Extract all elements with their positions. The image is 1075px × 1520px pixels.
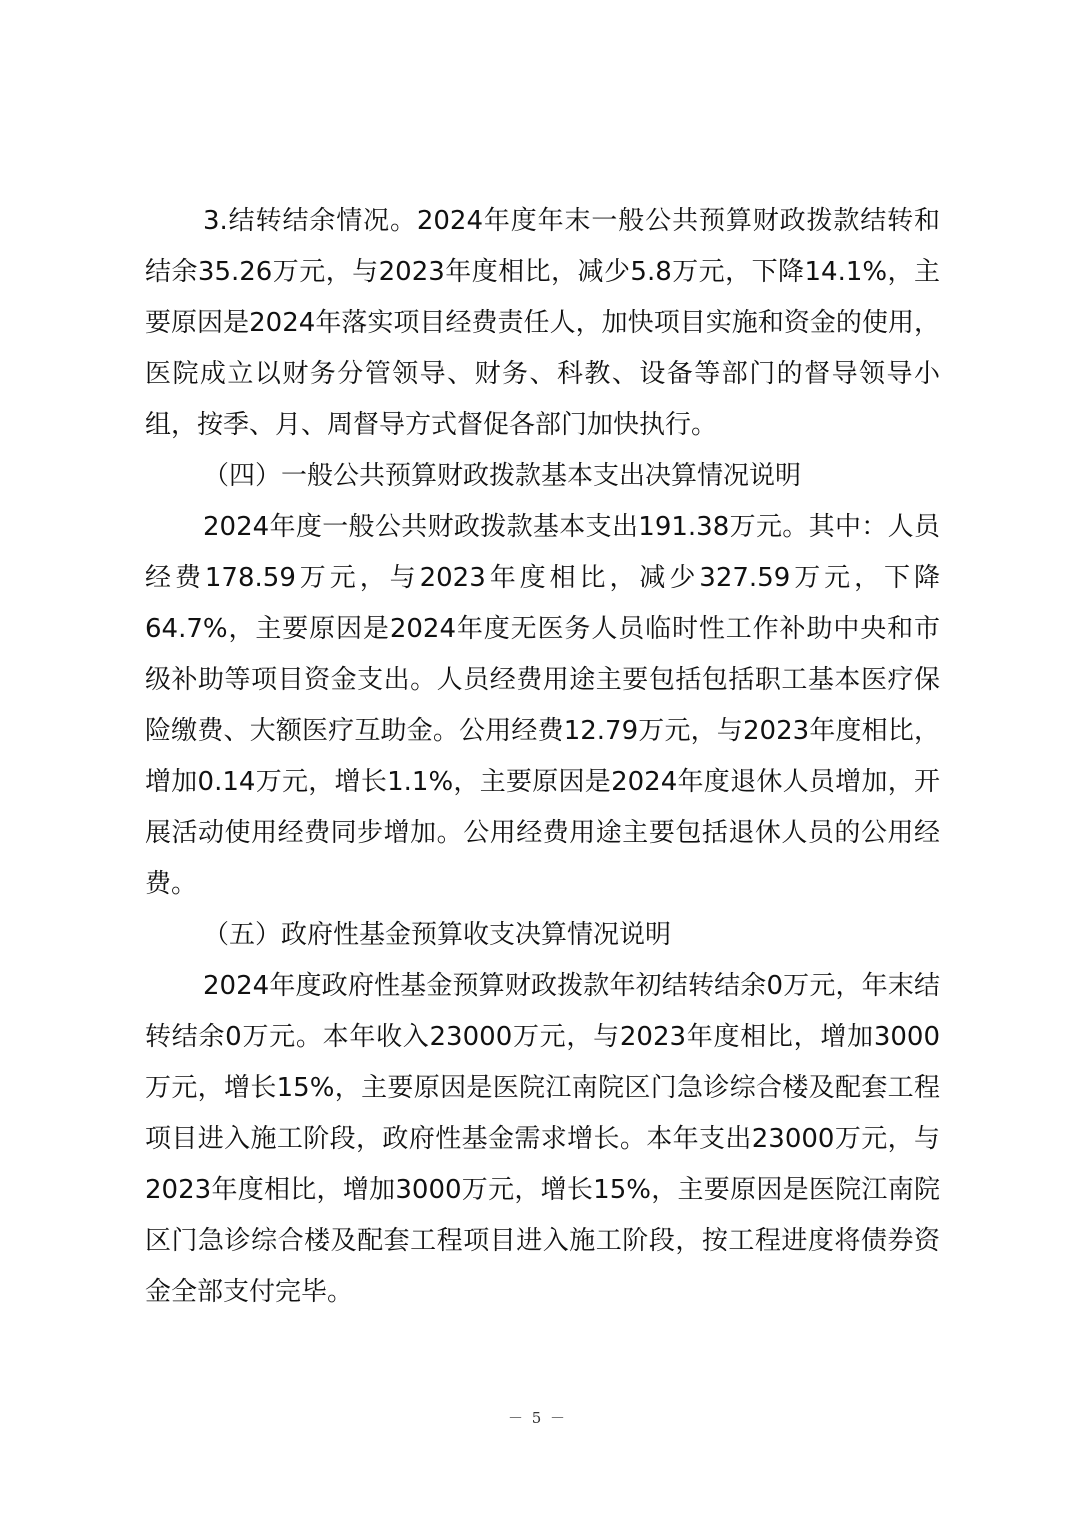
section-heading-government-fund: （五）政府性基金预算收支决算情况说明 [203,920,672,950]
paragraph-government-fund: 2024年度政府性基金预算财政拨款年初结转结余0万元，年末结转结余0万元。本年收入23000万元，与2023年度相比，增加3000万元，增长15%，主要原因是医院江南院区门急诊综合楼及配套工程项目进入施工阶段，政府性基金需求增长。本年支出23000万元，与2023年度相比，增加3000万元，增长15%，主要原因是医院江南院区门急诊综合楼及配套工程项目进入施工阶段，按工程进度将债券资金全部支付完毕。 [145,971,940,1307]
paragraph-basic-expenditure: 2024年度一般公共财政拨款基本支出191.38万元。其中：人员经费178.59万元，与2023年度相比，减少327.59万元，下降64.7%，主要原因是2024年度无医务人员临时性工作补助中央和市级补助等项目资金支出。人员经费用途主要包括包括职工基本医疗保险缴费、大额医疗互助金。公用经费12.79万元，与2023年度相比，增加0.14万元，增长1.1%，主要原因是2024年度退休人员增加，开展活动使用经费同步增加。公用经费用途主要包括退休人员的公用经费。 [145,512,940,899]
document-body [145,196,940,1318]
page-number: － 5 － [507,1409,568,1427]
section-heading-basic-expenditure: （四）一般公共预算财政拨款基本支出决算情况说明 [203,461,802,491]
paragraph-carryover-balance: 3.结转结余情况。2024年度年末一般公共预算财政拨款结转和结余35.26万元，与2023年度相比，减少5.8万元，下降14.1%，主要原因是2024年落实项目经费责任人，加快项目实施和资金的使用，医院成立以财务分管领导、财务、科教、设备等部门的督导领导小组，按季、月、周督导方式督促各部门加快执行。 [145,206,940,440]
